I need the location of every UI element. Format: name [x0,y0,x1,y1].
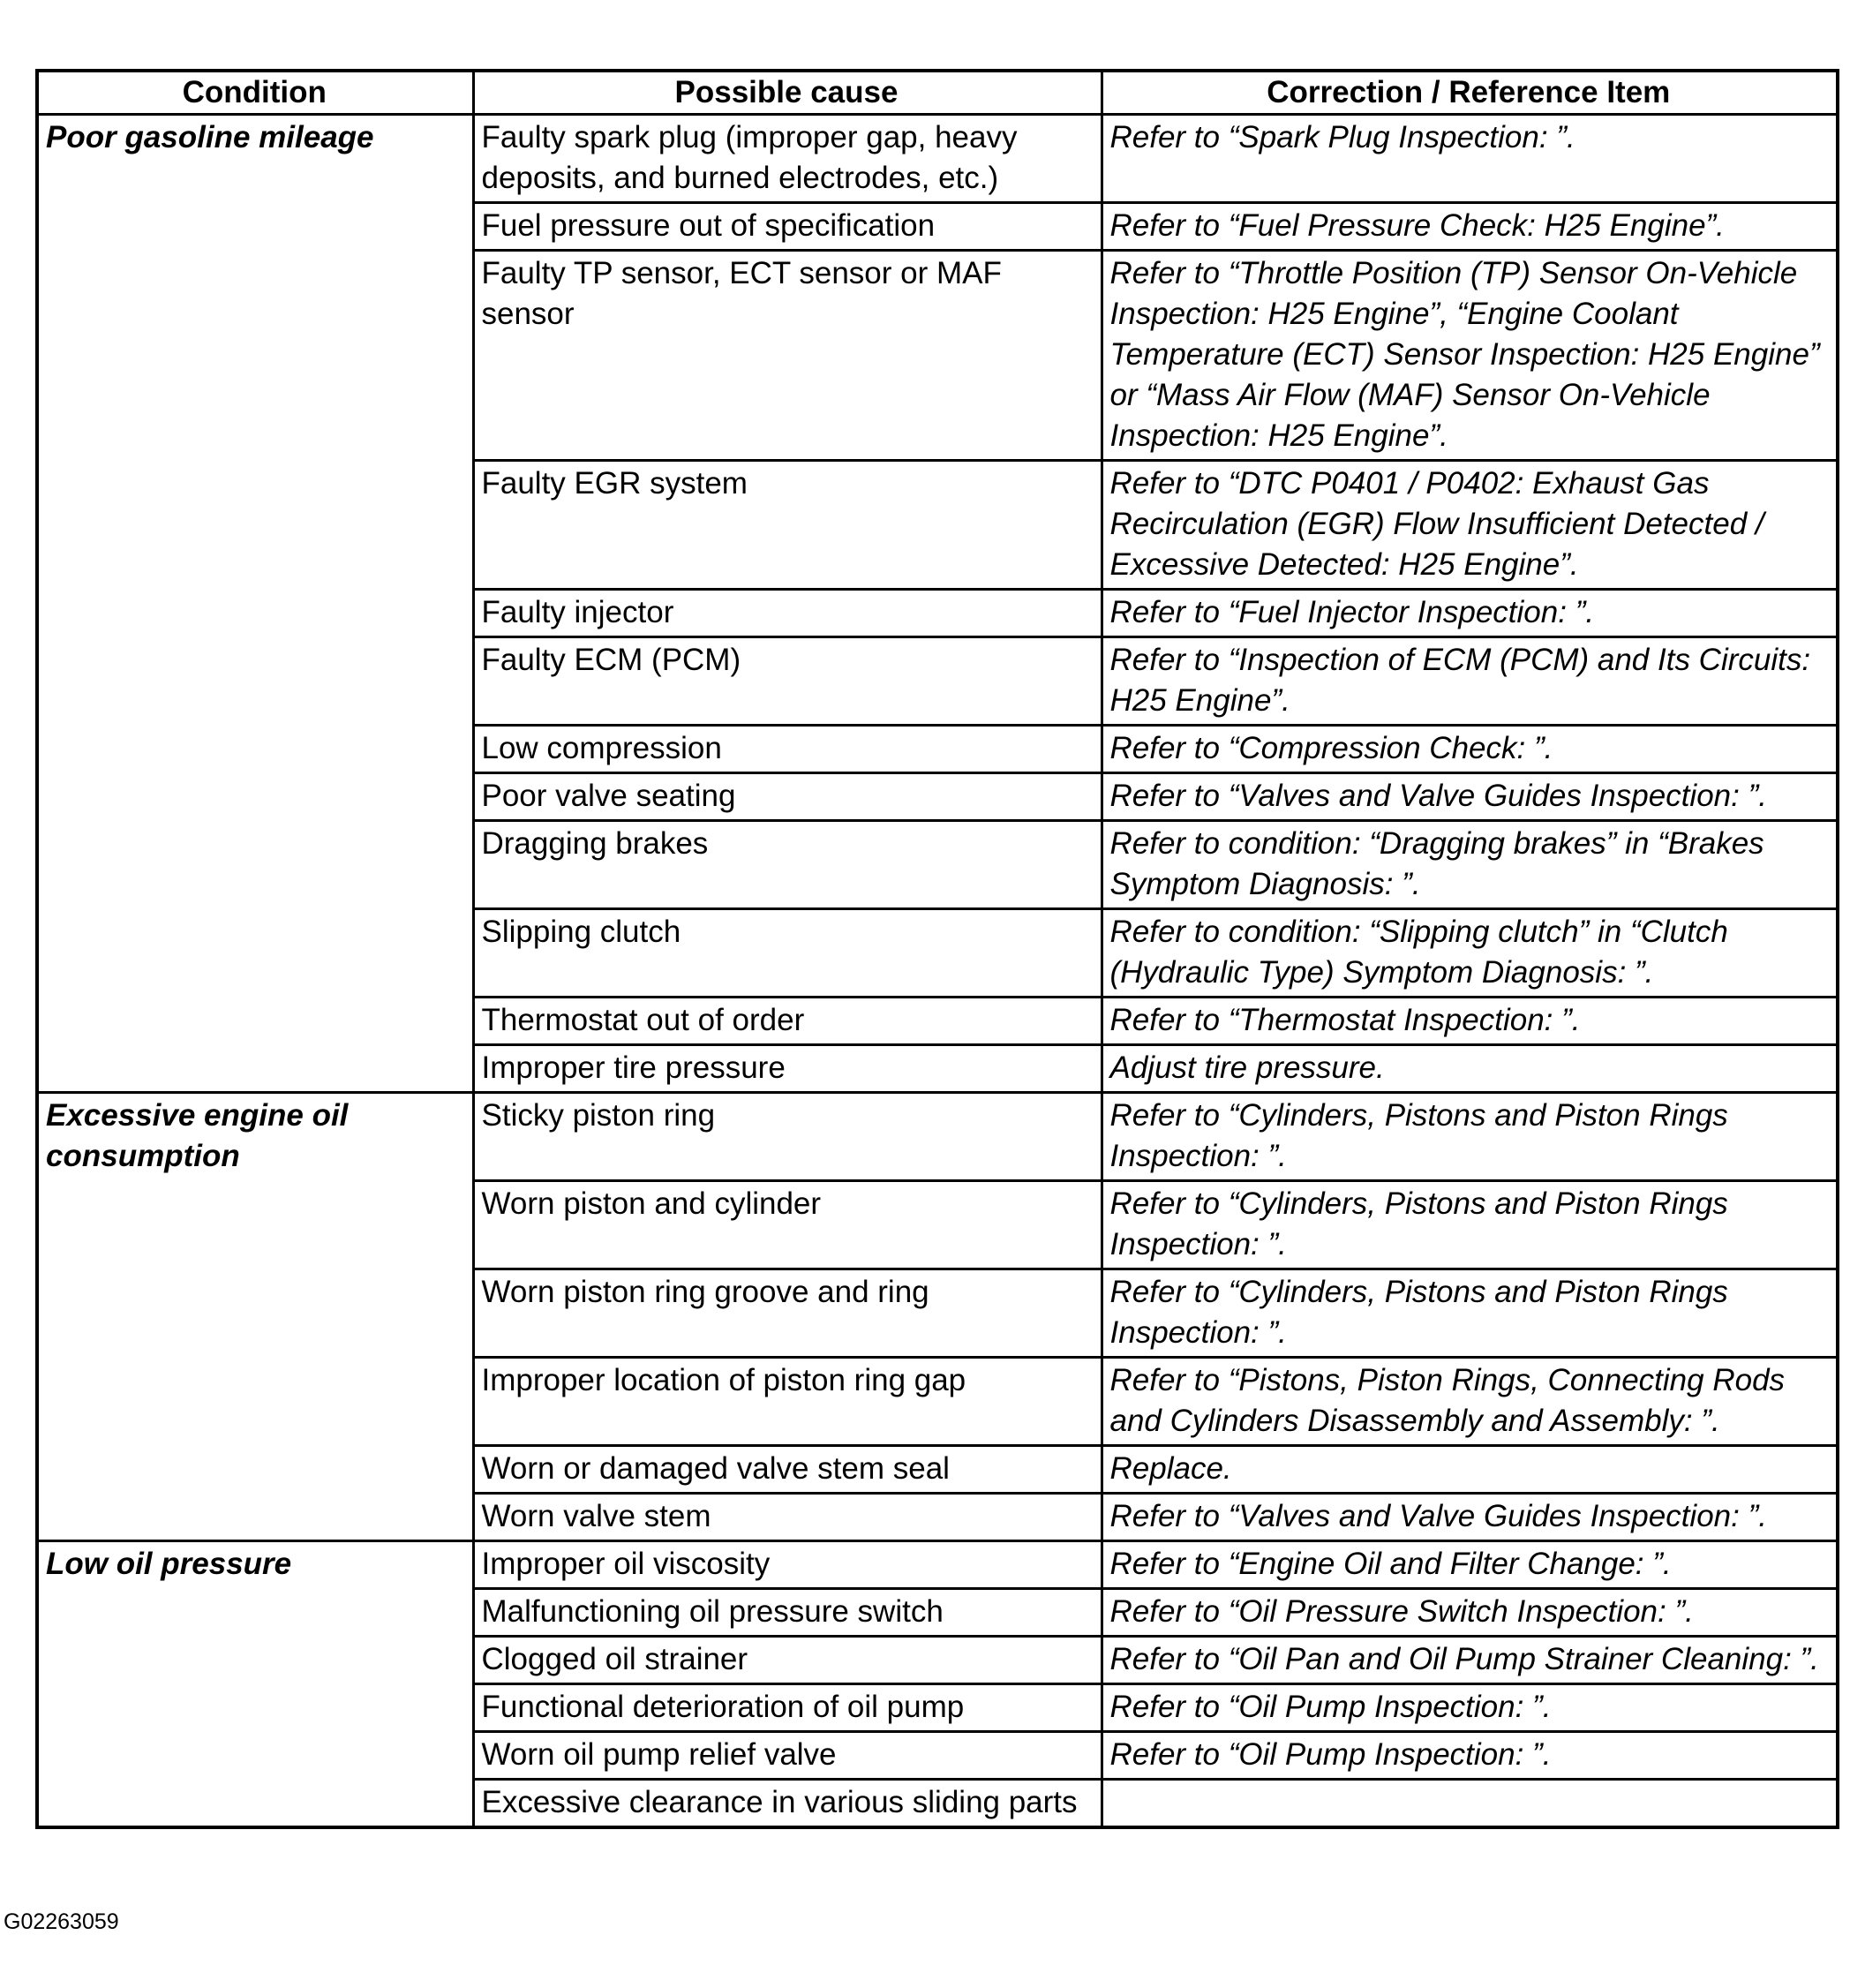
correction-cell: Refer to “Thermostat Inspection: ”. [1102,998,1838,1045]
correction-cell: Refer to “Valves and Valve Guides Inspection: ”. [1102,773,1838,821]
correction-cell: Refer to “Oil Pump Inspection: ”. [1102,1732,1838,1780]
possible-cause-cell: Worn valve stem [473,1494,1102,1541]
correction-cell: Refer to “Oil Pump Inspection: ”. [1102,1684,1838,1732]
correction-cell: Refer to “Spark Plug Inspection: ”. [1102,115,1838,203]
correction-cell: Refer to “Valves and Valve Guides Inspection: ”. [1102,1494,1838,1541]
correction-cell [1102,1780,1838,1828]
possible-cause-cell: Worn piston ring groove and ring [473,1269,1102,1358]
correction-cell: Adjust tire pressure. [1102,1045,1838,1093]
diagnosis-table [35,69,1839,1829]
condition-cell: Low oil pressure [37,1541,473,1828]
possible-cause-cell: Excessive clearance in various sliding parts [473,1780,1102,1828]
possible-cause-cell: Faulty EGR system [473,461,1102,590]
correction-cell: Replace. [1102,1446,1838,1494]
possible-cause-cell: Faulty spark plug (improper gap, heavy deposits, and burned electrodes, etc.) [473,115,1102,203]
header-condition: Condition [37,71,473,115]
possible-cause-cell: Improper tire pressure [473,1045,1102,1093]
possible-cause-cell: Fuel pressure out of specification [473,203,1102,251]
possible-cause-cell: Functional deterioration of oil pump [473,1684,1102,1732]
correction-cell: Refer to condition: “Dragging brakes” in “Brakes Symptom Diagnosis: ”. [1102,821,1838,909]
correction-cell: Refer to “Throttle Position (TP) Sensor On-Vehicle Inspection: H25 Engine”, “Engine Coolant Temperature (ECT) Sensor Inspection: H25 Engine” or “Mass Air Flow (MAF) Sensor On-Vehicle Inspection: H25 Engine”. [1102,251,1838,461]
correction-cell: Refer to “Inspection of ECM (PCM) and Its Circuits: H25 Engine”. [1102,637,1838,726]
possible-cause-cell: Dragging brakes [473,821,1102,909]
correction-cell: Refer to “Compression Check: ”. [1102,726,1838,773]
condition-cell: Excessive engine oil consumption [37,1093,473,1541]
correction-cell: Refer to “Cylinders, Pistons and Piston Rings Inspection: ”. [1102,1269,1838,1358]
correction-cell: Refer to “Pistons, Piston Rings, Connecting Rods and Cylinders Disassembly and Assembly: ”. [1102,1358,1838,1446]
correction-cell: Refer to “Cylinders, Pistons and Piston Rings Inspection: ”. [1102,1093,1838,1181]
header-correction: Correction / Reference Item [1102,71,1838,115]
possible-cause-cell: Slipping clutch [473,909,1102,998]
header-possible-cause: Possible cause [473,71,1102,115]
table-row [37,1541,1838,1589]
figure-id: G02263059 [4,1909,119,1934]
possible-cause-cell: Faulty ECM (PCM) [473,637,1102,726]
correction-cell: Refer to “Oil Pressure Switch Inspection: ”. [1102,1589,1838,1637]
possible-cause-cell: Thermostat out of order [473,998,1102,1045]
possible-cause-cell: Worn or damaged valve stem seal [473,1446,1102,1494]
possible-cause-cell: Improper location of piston ring gap [473,1358,1102,1446]
table-row [37,1093,1838,1181]
correction-cell: Refer to condition: “Slipping clutch” in “Clutch (Hydraulic Type) Symptom Diagnosis: ”. [1102,909,1838,998]
correction-cell: Refer to “Fuel Pressure Check: H25 Engine”. [1102,203,1838,251]
possible-cause-cell: Worn oil pump relief valve [473,1732,1102,1780]
possible-cause-cell: Low compression [473,726,1102,773]
possible-cause-cell: Improper oil viscosity [473,1541,1102,1589]
correction-cell: Refer to “Fuel Injector Inspection: ”. [1102,590,1838,637]
correction-cell: Refer to “DTC P0401 / P0402: Exhaust Gas Recirculation (EGR) Flow Insufficient Detected / Excessive Detected: H25 Engine”. [1102,461,1838,590]
condition-cell: Poor gasoline mileage [37,115,473,1093]
possible-cause-cell: Malfunctioning oil pressure switch [473,1589,1102,1637]
possible-cause-cell: Clogged oil strainer [473,1637,1102,1684]
correction-cell: Refer to “Engine Oil and Filter Change: ”. [1102,1541,1838,1589]
header-row [37,71,1838,115]
table-row [37,115,1838,203]
possible-cause-cell: Faulty TP sensor, ECT sensor or MAF sensor [473,251,1102,461]
table-body [37,115,1838,1828]
correction-cell: Refer to “Cylinders, Pistons and Piston Rings Inspection: ”. [1102,1181,1838,1269]
possible-cause-cell: Poor valve seating [473,773,1102,821]
possible-cause-cell: Sticky piston ring [473,1093,1102,1181]
possible-cause-cell: Worn piston and cylinder [473,1181,1102,1269]
correction-cell: Refer to “Oil Pan and Oil Pump Strainer Cleaning: ”. [1102,1637,1838,1684]
possible-cause-cell: Faulty injector [473,590,1102,637]
